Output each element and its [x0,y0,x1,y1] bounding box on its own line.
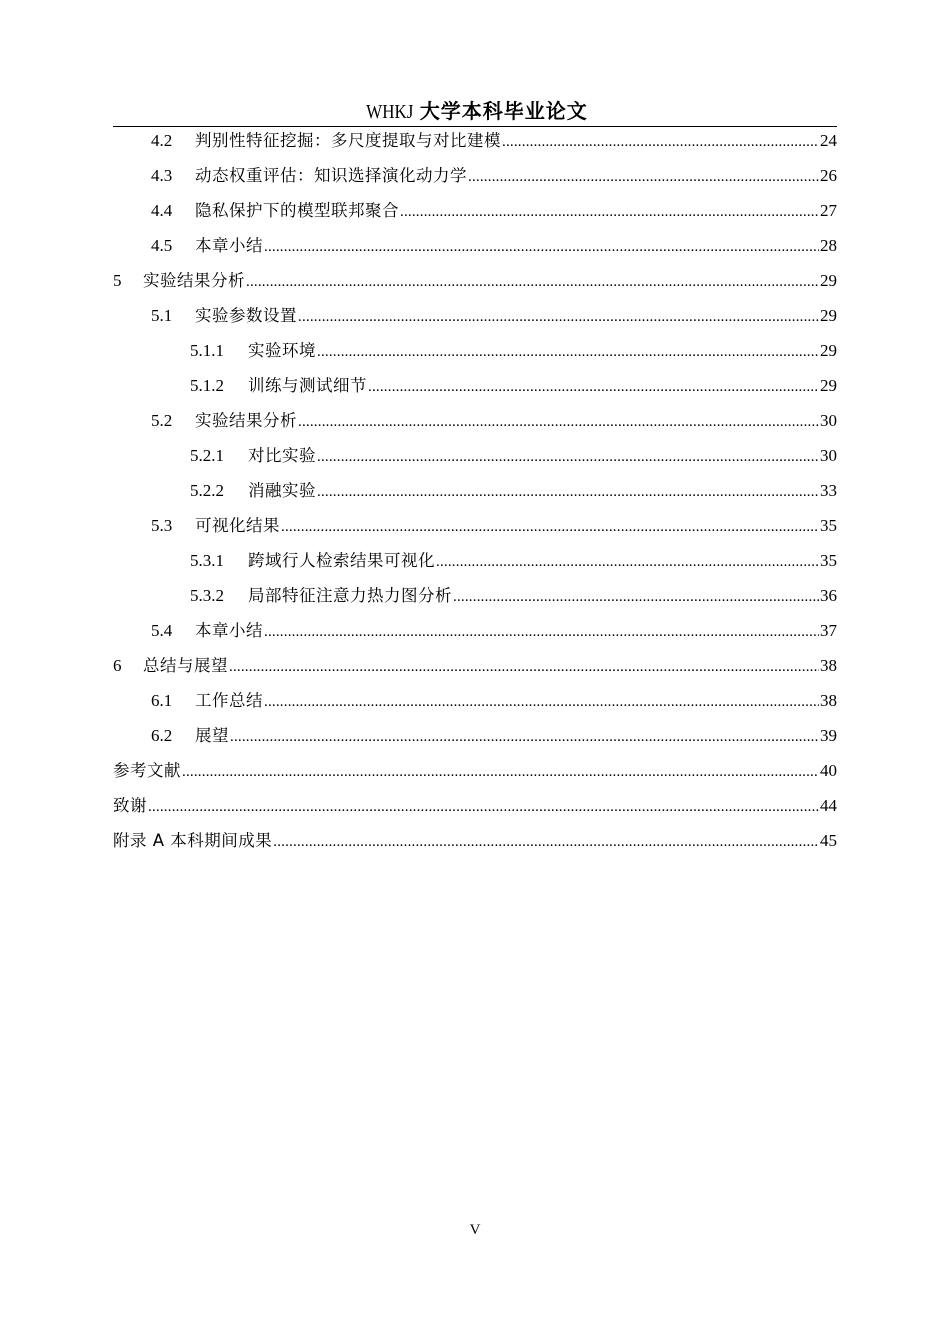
toc-dot-leader [229,648,819,683]
toc-entry[interactable] [113,473,837,508]
toc-entry-page: 30 [820,411,837,430]
toc-entry-title: 动态权重评估：知识选择演化动力学 [195,166,467,185]
toc-dot-leader [264,683,819,718]
toc-entry[interactable] [113,718,837,753]
toc-entry-number: 5 [113,271,122,290]
toc-entry-number: 5.1 [151,306,173,325]
toc-entry-number: 5.2.1 [190,446,224,465]
toc-entry[interactable] [113,333,837,368]
toc-dot-leader [502,123,819,158]
toc-entry-number: 5.3.1 [190,551,224,570]
toc-entry-page: 33 [820,481,837,500]
toc-entry-number: 5.2.2 [190,481,224,500]
toc-entry-page: 29 [820,271,837,290]
toc-entry-number: 5.3 [151,516,173,535]
toc-dot-leader [368,368,819,403]
toc-entry-number: 4.5 [151,236,173,255]
toc-dot-leader [453,578,819,613]
toc-entry-title: 对比实验 [248,446,316,465]
toc-entry-title: 判别性特征挖掘：多尺度提取与对比建模 [195,131,501,150]
toc-dot-leader [436,543,819,578]
toc-appendix-entry[interactable] [113,823,837,858]
toc-entry[interactable] [113,123,837,158]
toc-entry-page: 39 [820,726,837,745]
toc-dot-leader [264,613,819,648]
toc-entry-page: 28 [820,236,837,255]
toc-entry-number: 4.2 [151,131,173,150]
toc-entry[interactable] [113,613,837,648]
toc-dot-leader [264,228,819,263]
toc-entry-page: 35 [820,516,837,535]
toc-entry[interactable] [113,368,837,403]
toc-entry-title: 总结与展望 [143,656,228,675]
toc-entry[interactable] [113,683,837,718]
toc-entry[interactable] [113,158,837,193]
toc-entry[interactable] [113,438,837,473]
toc-entry[interactable] [113,298,837,333]
toc-entry-page: 38 [820,691,837,710]
toc-entry-page: 27 [820,201,837,220]
toc-entry-number: 5.4 [151,621,173,640]
toc-dot-leader [317,473,819,508]
toc-entry-number: 6.2 [151,726,173,745]
toc-entry[interactable] [113,403,837,438]
toc-entry-title: 可视化结果 [195,516,280,535]
toc-entry[interactable] [113,578,837,613]
toc-entry-title: 跨域行人检索结果可视化 [248,551,435,570]
toc-dot-leader [281,508,819,543]
toc-dot-leader [317,333,819,368]
toc-entry-page: 29 [820,341,837,360]
toc-chapter-entry[interactable] [113,263,837,298]
page-number: V [469,1222,481,1238]
toc-entry-page: 37 [820,621,837,640]
toc-dot-leader [273,823,819,858]
toc-entry[interactable] [113,543,837,578]
toc-entry-page: 29 [820,376,837,395]
toc-dot-leader [298,298,819,333]
toc-dot-leader [468,158,819,193]
toc-entry-title: 本章小结 [195,621,263,640]
toc-dot-leader [317,438,819,473]
toc-entry-title: 训练与测试细节 [248,376,367,395]
toc-entry-page: 35 [820,551,837,570]
toc-entry[interactable] [113,193,837,228]
toc-entry-page: 45 [820,831,837,850]
toc-entry-number: 5.2 [151,411,173,430]
toc-entry-number: 5.1.1 [190,341,224,360]
toc-entry-title: 消融实验 [248,481,316,500]
header-title: 大学本科毕业论文 [419,99,588,123]
toc-entry-page: 44 [820,796,837,815]
toc-entry-title: 本章小结 [195,236,263,255]
toc-entry-number: 4.4 [151,201,173,220]
toc-entry-title: 致谢 [113,796,147,815]
toc-entry-page: 40 [820,761,837,780]
table-of-contents [113,123,837,858]
toc-entry-title: 隐私保护下的模型联邦聚合 [195,201,399,220]
toc-entry-number: 4.3 [151,166,173,185]
toc-references-entry[interactable] [113,753,837,788]
toc-chapter-entry[interactable] [113,648,837,683]
toc-entry-title: 参考文献 [113,761,181,780]
toc-entry-title: 实验参数设置 [195,306,297,325]
toc-entry[interactable] [113,508,837,543]
toc-entry-page: 38 [820,656,837,675]
toc-entry-page: 24 [820,131,837,150]
header-school-code: WHKJ [366,101,414,123]
toc-entry-page: 26 [820,166,837,185]
toc-entry-page: 30 [820,446,837,465]
toc-dot-leader [182,753,819,788]
toc-entry-page: 36 [820,586,837,605]
toc-entry[interactable] [113,228,837,263]
toc-dot-leader [298,403,819,438]
toc-entry-title: 实验结果分析 [195,411,297,430]
toc-entry-title: 实验环境 [248,341,316,360]
toc-entry-number: 5.3.2 [190,586,224,605]
toc-entry-title: 附录 A 本科期间成果 [113,831,273,850]
toc-dot-leader [230,718,819,753]
toc-entry-title: 局部特征注意力热力图分析 [248,586,452,605]
toc-entry-title: 展望 [195,726,229,745]
toc-entry-number: 5.1.2 [190,376,224,395]
toc-dot-leader [400,193,819,228]
toc-dot-leader [246,263,819,298]
toc-entry-title: 工作总结 [195,691,263,710]
toc-entry-number: 6.1 [151,691,173,710]
toc-dot-leader [148,788,819,823]
toc-entry-number: 6 [113,656,122,675]
toc-acknowledgements-entry[interactable] [113,788,837,823]
toc-entry-title: 实验结果分析 [143,271,245,290]
toc-entry-page: 29 [820,306,837,325]
